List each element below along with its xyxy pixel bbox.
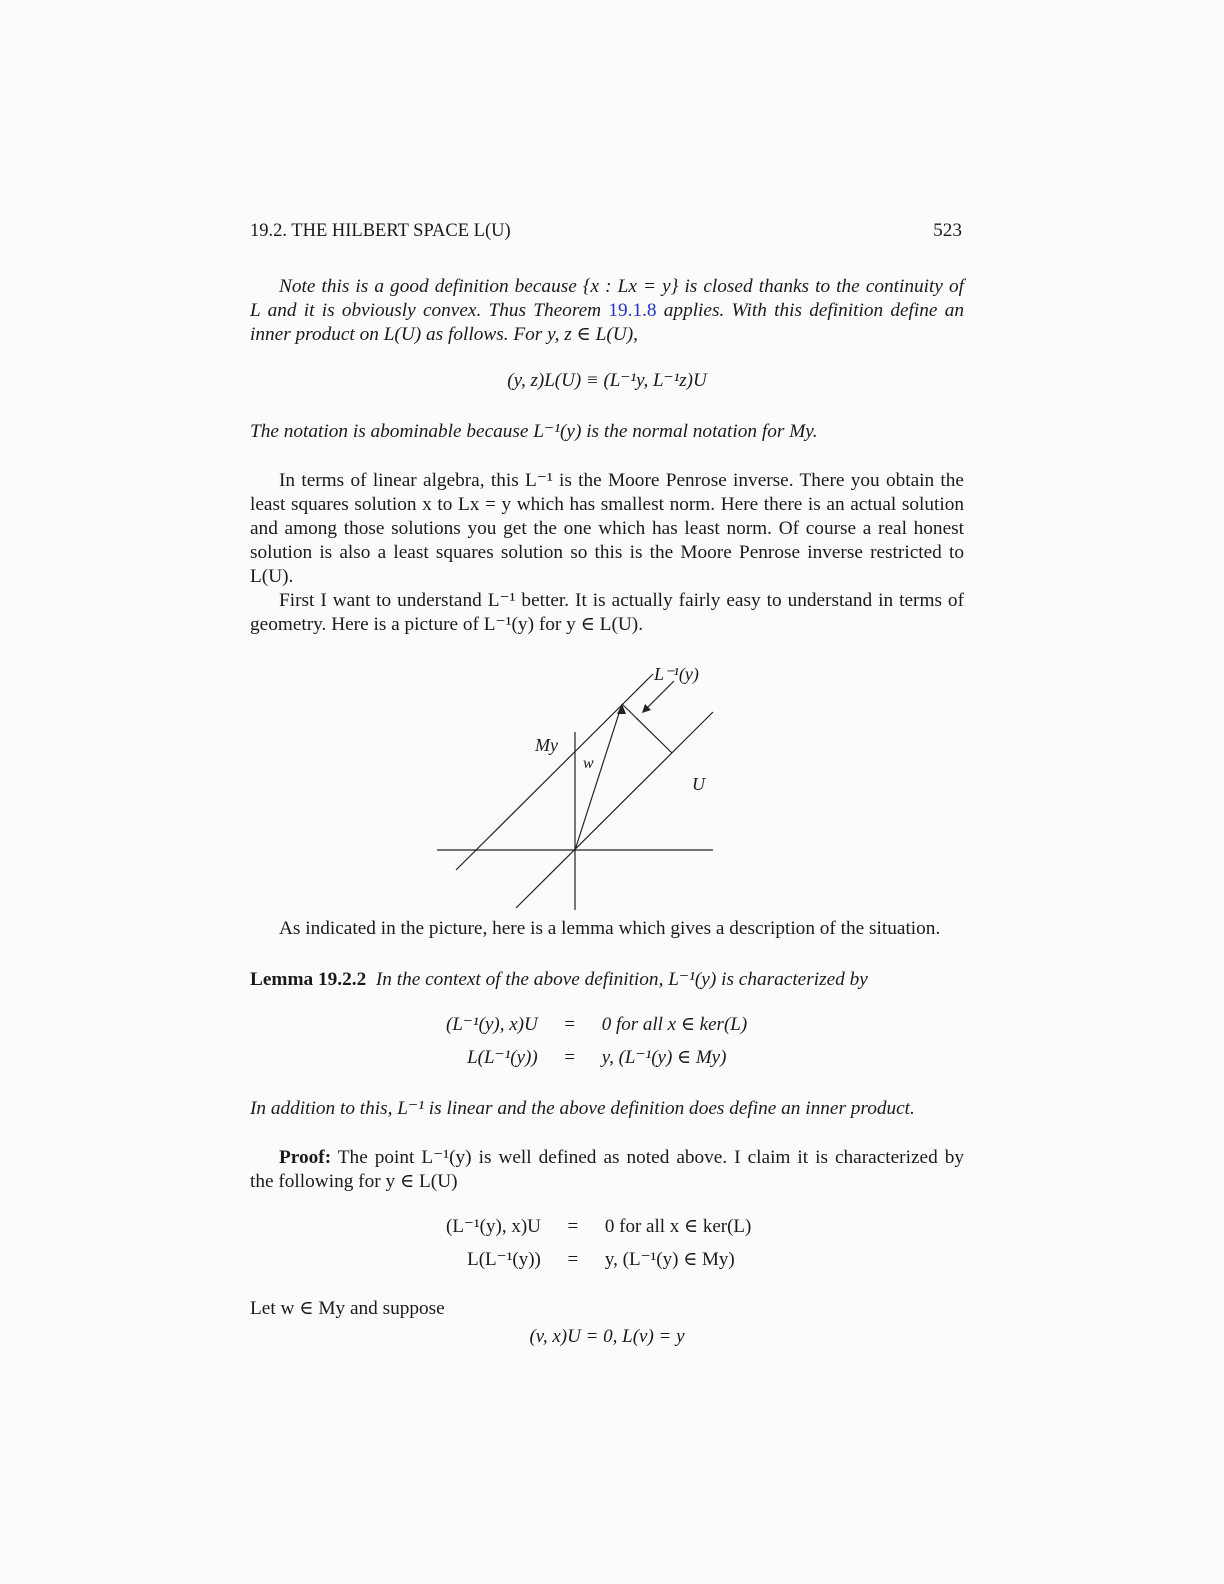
figure-label-w: w (583, 755, 594, 772)
lemma-eq-row (440, 1008, 753, 1041)
lemma-title: Lemma 19.2.2 (250, 969, 367, 990)
proof-eq-lhs: (L⁻¹(y), x)U (446, 1216, 541, 1237)
proof-eq-rhs: 0 for all x ∈ ker(L) (604, 1216, 752, 1237)
first-line-2: geometry. Here is a picture of L⁻¹(y) for y ∈ L(U). (250, 614, 644, 635)
theorem-link[interactable]: 19.1.8 (608, 300, 657, 321)
lemma-eq-rel: = (564, 1046, 576, 1068)
proof-line-1 (279, 1146, 964, 1170)
figure-label-my: My (535, 735, 558, 755)
note-line-2a: L and it is obviously convex. Thus Theorem (250, 300, 609, 321)
running-header (250, 219, 964, 243)
abominable-note: The notation is abominable because L⁻¹(y) is the normal notation for My. (250, 421, 818, 442)
lemma-statement: In the context of the above definition, L⁻¹(y) is characterized by (375, 969, 868, 990)
figure-label-u: U (692, 774, 705, 794)
proof-text-1: The point L⁻¹(y) is well defined as noted above. I claim it is characterized by (331, 1147, 964, 1168)
linear-line-1: In terms of linear algebra, this L⁻¹ is the Moore Penrose inverse. There you obtain the (279, 470, 964, 491)
lemma-eq-lhs: L(L⁻¹(y)) (467, 1047, 538, 1068)
inner-product-equation: (y, z)L(U) ≡ (L⁻¹y, L⁻¹z)U (507, 370, 707, 391)
note-line-2b: applies. With this definition define an (656, 300, 964, 321)
note-line-3: inner product on L(U) as follows. For y, z ∈ L(U), (250, 324, 638, 345)
let-line: Let w ∈ My and suppose (250, 1298, 445, 1319)
page-number: 523 (933, 220, 962, 241)
note-line-1: Note this is a good definition because {x : Lx = y} is closed thanks to the continuity of (279, 276, 964, 297)
lemma-eq-lhs: (L⁻¹(y), x)U (446, 1014, 538, 1035)
section-title: 19.2. THE HILBERT SPACE L(U) (250, 221, 511, 241)
lemma-equations (440, 1008, 753, 1074)
lemma-eq-rhs: 0 for all x ∈ ker(L) (601, 1014, 748, 1035)
proof-line-2: the following for y ∈ L(U) (250, 1171, 458, 1192)
linear-line-5: L(U). (250, 566, 294, 587)
lemma-line (250, 968, 964, 992)
proof-equations (440, 1210, 757, 1276)
geometry-figure (430, 660, 730, 915)
lemma-eq-rhs: y, (L⁻¹(y) ∈ My) (601, 1047, 727, 1068)
proof-eq-rhs: y, (L⁻¹(y) ∈ My) (604, 1249, 735, 1270)
lemma-eq-rel: = (564, 1013, 576, 1035)
proof-eq-row (440, 1210, 757, 1243)
proof-label: Proof: (279, 1147, 332, 1168)
vector-w (575, 704, 622, 850)
perpendicular (622, 704, 672, 753)
lemma-eq-row (440, 1041, 753, 1074)
proof-eq-rel: = (567, 1215, 579, 1237)
linear-line-4: solution is also a least squares solution so this is the Moore Penrose inverse restricted to (250, 542, 964, 563)
proof-eq-lhs: L(L⁻¹(y)) (467, 1249, 541, 1270)
first-line-1: First I want to understand L⁻¹ better. It is actually fairly easy to understand in terms of (279, 590, 964, 611)
line-my (456, 674, 653, 870)
linear-line-2: least squares solution x to Lx = y which has smallest norm. Here there is an actual solution (250, 494, 964, 515)
final-equation: (v, x)U = 0, L(v) = y (529, 1326, 685, 1347)
note-line-2 (250, 299, 964, 323)
figure-label-linv: L⁻¹(y) (654, 664, 699, 684)
proof-eq-row (440, 1243, 757, 1276)
linear-line-3: and among those solutions you get the one which has least norm. Of course a real honest (250, 518, 964, 539)
indicated-line: As indicated in the picture, here is a lemma which gives a description of the situation. (279, 918, 941, 939)
proof-eq-rel: = (567, 1248, 579, 1270)
lemma-addition: In addition to this, L⁻¹ is linear and the above definition does define an inner product. (250, 1098, 915, 1119)
